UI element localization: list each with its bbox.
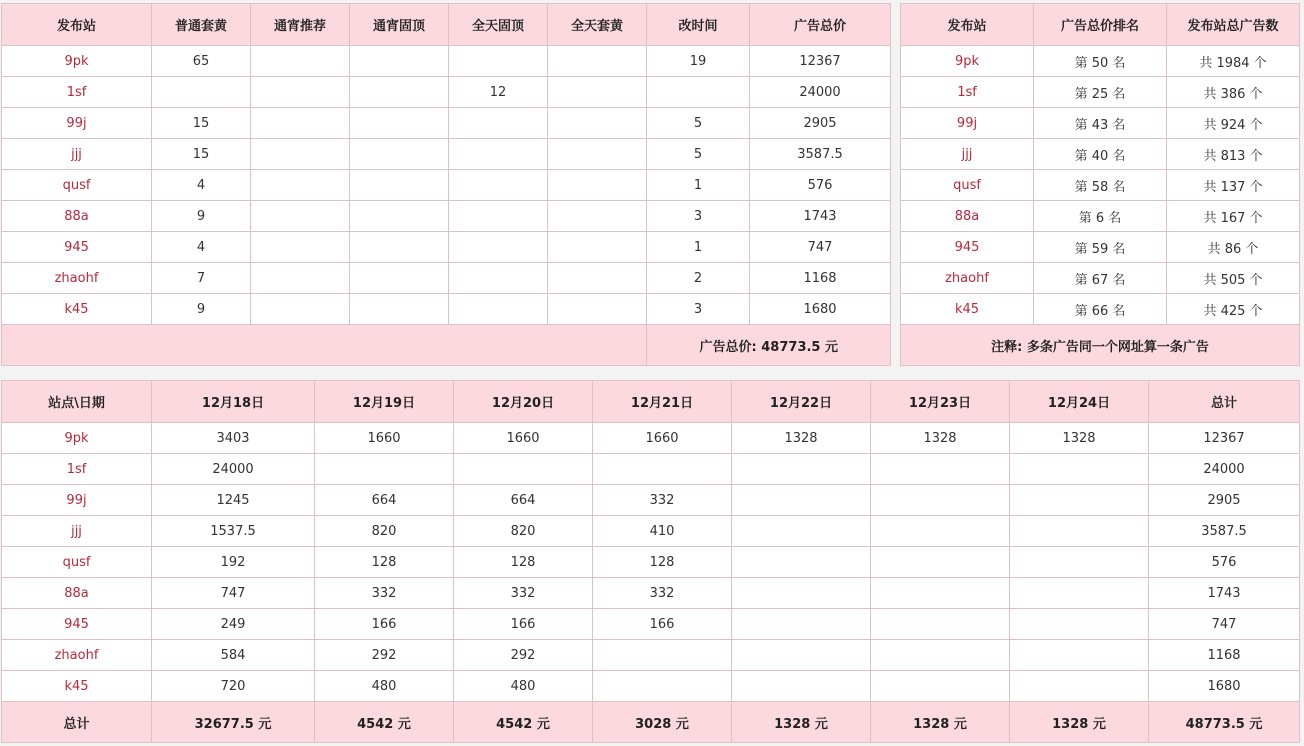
daily-value-cell [315, 454, 454, 485]
summary-value-cell: 12367 [750, 46, 891, 77]
summary-value-cell: 12 [449, 77, 548, 108]
summary-value-cell: 15 [152, 108, 251, 139]
ranking-value-cell: 共 386 个 [1167, 77, 1300, 108]
ranking-site-cell: zhaohf [901, 263, 1034, 294]
daily-value-cell: 128 [454, 547, 593, 578]
table-row [901, 170, 1300, 201]
summary-value-cell [548, 77, 647, 108]
daily-site-cell: 1sf [2, 454, 152, 485]
daily-value-cell [1010, 516, 1149, 547]
summary-value-cell [449, 232, 548, 263]
summary-value-cell: 576 [750, 170, 891, 201]
daily-site-cell: 945 [2, 609, 152, 640]
summary-header-cell: 全天固顶 [449, 4, 548, 46]
table-row [2, 640, 1300, 671]
daily-value-cell [871, 516, 1010, 547]
daily-value-cell: 480 [454, 671, 593, 702]
summary-value-cell [350, 139, 449, 170]
summary-value-cell: 3 [647, 201, 750, 232]
summary-site-cell: qusf [2, 170, 152, 201]
table-row [2, 46, 891, 77]
ranking-value-cell: 共 505 个 [1167, 263, 1300, 294]
daily-value-cell: 166 [315, 609, 454, 640]
daily-value-cell [1010, 671, 1149, 702]
table-row [2, 609, 1300, 640]
daily-total-cell: 4542 元 [315, 702, 454, 743]
table-row [2, 547, 1300, 578]
daily-value-cell [732, 671, 871, 702]
table-row [2, 671, 1300, 702]
summary-total-price: 广告总价: 48773.5 元 [647, 325, 891, 366]
daily-value-cell [1010, 454, 1149, 485]
daily-value-cell [593, 640, 732, 671]
daily-value-cell: 249 [152, 609, 315, 640]
ranking-value-cell: 共 425 个 [1167, 294, 1300, 325]
ranking-value-cell: 第 40 名 [1034, 139, 1167, 170]
daily-value-cell: 1660 [315, 423, 454, 454]
daily-header-cell: 12月18日 [152, 381, 315, 423]
ranking-header-row [901, 4, 1300, 46]
table-row [2, 139, 891, 170]
daily-value-cell [732, 454, 871, 485]
ranking-value-cell: 第 43 名 [1034, 108, 1167, 139]
daily-total-label: 总计 [2, 702, 152, 743]
daily-value-cell: 166 [593, 609, 732, 640]
daily-value-cell: 480 [315, 671, 454, 702]
daily-value-cell: 820 [454, 516, 593, 547]
ranking-header-cell: 广告总价排名 [1034, 4, 1167, 46]
daily-value-cell [593, 671, 732, 702]
daily-value-cell [871, 547, 1010, 578]
summary-value-cell [251, 170, 350, 201]
daily-value-cell: 576 [1149, 547, 1300, 578]
daily-site-cell: k45 [2, 671, 152, 702]
ranking-site-cell: 1sf [901, 77, 1034, 108]
daily-value-cell: 3403 [152, 423, 315, 454]
summary-value-cell: 3587.5 [750, 139, 891, 170]
summary-value-cell: 19 [647, 46, 750, 77]
daily-total-cell: 1328 元 [732, 702, 871, 743]
summary-header-cell: 通宵固顶 [350, 4, 449, 46]
table-row [901, 201, 1300, 232]
summary-value-cell: 9 [152, 294, 251, 325]
daily-site-cell: 88a [2, 578, 152, 609]
summary-header-cell: 发布站 [2, 4, 152, 46]
ranking-value-cell: 第 6 名 [1034, 201, 1167, 232]
summary-value-cell [152, 77, 251, 108]
daily-value-cell [871, 671, 1010, 702]
summary-value-cell: 65 [152, 46, 251, 77]
table-row [2, 454, 1300, 485]
ranking-header-cell: 发布站总广告数 [1167, 4, 1300, 46]
ranking-value-cell: 第 50 名 [1034, 46, 1167, 77]
daily-value-cell [1010, 640, 1149, 671]
summary-value-cell: 2 [647, 263, 750, 294]
table-row [2, 294, 891, 325]
summary-value-cell [449, 170, 548, 201]
daily-value-cell [732, 609, 871, 640]
summary-value-cell [548, 201, 647, 232]
summary-value-cell [548, 263, 647, 294]
summary-value-cell [548, 232, 647, 263]
daily-value-cell: 24000 [152, 454, 315, 485]
ranking-site-cell: qusf [901, 170, 1034, 201]
daily-value-cell: 12367 [1149, 423, 1300, 454]
daily-value-cell: 720 [152, 671, 315, 702]
daily-value-cell [732, 485, 871, 516]
ad-summary-table [1, 3, 891, 366]
ranking-value-cell: 共 813 个 [1167, 139, 1300, 170]
summary-value-cell: 5 [647, 139, 750, 170]
daily-value-cell: 332 [454, 578, 593, 609]
daily-value-cell: 2905 [1149, 485, 1300, 516]
summary-value-cell [350, 263, 449, 294]
daily-value-cell: 747 [152, 578, 315, 609]
table-row [901, 77, 1300, 108]
summary-value-cell [350, 294, 449, 325]
summary-value-cell [251, 294, 350, 325]
daily-value-cell [871, 485, 1010, 516]
table-row [901, 232, 1300, 263]
daily-header-cell: 12月20日 [454, 381, 593, 423]
daily-total-cell: 32677.5 元 [152, 702, 315, 743]
table-row [2, 423, 1300, 454]
daily-header-cell: 站点\日期 [2, 381, 152, 423]
summary-site-cell: 9pk [2, 46, 152, 77]
daily-header-cell: 12月24日 [1010, 381, 1149, 423]
ranking-note-row [901, 325, 1300, 366]
summary-value-cell [350, 201, 449, 232]
summary-value-cell: 5 [647, 108, 750, 139]
daily-value-cell: 332 [315, 578, 454, 609]
daily-value-cell: 664 [315, 485, 454, 516]
summary-value-cell [251, 108, 350, 139]
daily-value-cell: 1328 [732, 423, 871, 454]
ranking-site-cell: k45 [901, 294, 1034, 325]
summary-value-cell [251, 201, 350, 232]
daily-total-cell: 3028 元 [593, 702, 732, 743]
summary-total-row [2, 325, 891, 366]
summary-value-cell [449, 108, 548, 139]
summary-value-cell [350, 232, 449, 263]
daily-site-cell: 99j [2, 485, 152, 516]
summary-value-cell [449, 201, 548, 232]
summary-value-cell [350, 46, 449, 77]
daily-value-cell [871, 454, 1010, 485]
table-row [2, 77, 891, 108]
summary-value-cell [251, 46, 350, 77]
summary-value-cell: 4 [152, 170, 251, 201]
daily-value-cell: 128 [593, 547, 732, 578]
daily-header-cell: 总计 [1149, 381, 1300, 423]
ranking-value-cell: 共 167 个 [1167, 201, 1300, 232]
ranking-value-cell: 第 58 名 [1034, 170, 1167, 201]
summary-value-cell: 1168 [750, 263, 891, 294]
ranking-value-cell: 第 67 名 [1034, 263, 1167, 294]
daily-header-row [2, 381, 1300, 423]
ranking-value-cell: 共 86 个 [1167, 232, 1300, 263]
daily-value-cell: 128 [315, 547, 454, 578]
daily-value-cell: 1168 [1149, 640, 1300, 671]
summary-value-cell [251, 263, 350, 294]
summary-value-cell [251, 77, 350, 108]
daily-value-cell: 1660 [593, 423, 732, 454]
ranking-value-cell: 共 924 个 [1167, 108, 1300, 139]
ranking-value-cell: 第 59 名 [1034, 232, 1167, 263]
summary-total-spacer [2, 325, 647, 366]
daily-value-cell [732, 547, 871, 578]
summary-header-cell: 通宵推荐 [251, 4, 350, 46]
daily-site-cell: qusf [2, 547, 152, 578]
summary-value-cell [449, 139, 548, 170]
summary-site-cell: 945 [2, 232, 152, 263]
daily-total-cell: 4542 元 [454, 702, 593, 743]
ranking-site-cell: 945 [901, 232, 1034, 263]
daily-total-cell: 1328 元 [1010, 702, 1149, 743]
daily-value-cell: 192 [152, 547, 315, 578]
daily-value-cell [871, 640, 1010, 671]
summary-site-cell: 1sf [2, 77, 152, 108]
ranking-value-cell: 第 66 名 [1034, 294, 1167, 325]
table-row [901, 294, 1300, 325]
summary-value-cell [350, 170, 449, 201]
daily-value-cell: 747 [1149, 609, 1300, 640]
daily-value-cell: 332 [593, 578, 732, 609]
summary-value-cell: 1680 [750, 294, 891, 325]
table-row [901, 139, 1300, 170]
daily-value-cell: 332 [593, 485, 732, 516]
ranking-table [900, 3, 1300, 366]
summary-value-cell [449, 263, 548, 294]
daily-value-cell: 410 [593, 516, 732, 547]
ranking-note: 注释: 多条广告同一个网址算一条广告 [901, 325, 1300, 366]
table-row [2, 201, 891, 232]
summary-site-cell: 88a [2, 201, 152, 232]
daily-total-cell: 1328 元 [871, 702, 1010, 743]
daily-value-cell: 1245 [152, 485, 315, 516]
table-row [2, 516, 1300, 547]
daily-total-row [2, 702, 1300, 743]
summary-header-cell: 普通套黄 [152, 4, 251, 46]
summary-value-cell: 1743 [750, 201, 891, 232]
daily-site-cell: 9pk [2, 423, 152, 454]
summary-site-cell: 99j [2, 108, 152, 139]
daily-value-cell: 1680 [1149, 671, 1300, 702]
summary-site-cell: jjj [2, 139, 152, 170]
daily-value-cell: 1660 [454, 423, 593, 454]
daily-value-cell: 584 [152, 640, 315, 671]
daily-value-cell [1010, 578, 1149, 609]
daily-value-cell [732, 578, 871, 609]
summary-value-cell [449, 46, 548, 77]
daily-value-cell [871, 578, 1010, 609]
summary-value-cell [251, 232, 350, 263]
table-row [901, 263, 1300, 294]
summary-value-cell [647, 77, 750, 108]
table-row [901, 108, 1300, 139]
daily-value-cell [732, 516, 871, 547]
summary-value-cell: 747 [750, 232, 891, 263]
daily-value-cell: 292 [315, 640, 454, 671]
daily-value-cell: 1743 [1149, 578, 1300, 609]
summary-value-cell [548, 139, 647, 170]
daily-header-cell: 12月19日 [315, 381, 454, 423]
table-row [901, 46, 1300, 77]
daily-value-cell [1010, 485, 1149, 516]
summary-site-cell: zhaohf [2, 263, 152, 294]
daily-value-cell: 820 [315, 516, 454, 547]
daily-breakdown-table [1, 380, 1300, 743]
summary-header-cell: 改时间 [647, 4, 750, 46]
daily-header-cell: 12月21日 [593, 381, 732, 423]
summary-header-cell: 全天套黄 [548, 4, 647, 46]
daily-site-cell: jjj [2, 516, 152, 547]
summary-value-cell [449, 294, 548, 325]
daily-value-cell [1010, 609, 1149, 640]
daily-value-cell: 166 [454, 609, 593, 640]
ranking-value-cell: 共 1984 个 [1167, 46, 1300, 77]
ranking-value-cell: 共 137 个 [1167, 170, 1300, 201]
summary-value-cell [251, 139, 350, 170]
table-row [2, 108, 891, 139]
summary-value-cell: 2905 [750, 108, 891, 139]
ranking-site-cell: jjj [901, 139, 1034, 170]
ranking-site-cell: 99j [901, 108, 1034, 139]
table-row [2, 232, 891, 263]
summary-value-cell: 15 [152, 139, 251, 170]
daily-value-cell [454, 454, 593, 485]
daily-value-cell [593, 454, 732, 485]
daily-site-cell: zhaohf [2, 640, 152, 671]
summary-header-cell: 广告总价 [750, 4, 891, 46]
table-row [2, 263, 891, 294]
daily-value-cell: 664 [454, 485, 593, 516]
daily-value-cell: 1328 [1010, 423, 1149, 454]
summary-value-cell: 1 [647, 170, 750, 201]
ranking-value-cell: 第 25 名 [1034, 77, 1167, 108]
ranking-header-cell: 发布站 [901, 4, 1034, 46]
summary-value-cell [548, 108, 647, 139]
summary-value-cell: 24000 [750, 77, 891, 108]
ranking-site-cell: 88a [901, 201, 1034, 232]
daily-value-cell: 1537.5 [152, 516, 315, 547]
summary-value-cell: 1 [647, 232, 750, 263]
summary-value-cell: 3 [647, 294, 750, 325]
summary-value-cell [350, 77, 449, 108]
daily-header-cell: 12月22日 [732, 381, 871, 423]
summary-header-row [2, 4, 891, 46]
daily-value-cell: 3587.5 [1149, 516, 1300, 547]
daily-value-cell: 24000 [1149, 454, 1300, 485]
daily-value-cell [732, 640, 871, 671]
summary-value-cell [548, 294, 647, 325]
daily-value-cell [1010, 547, 1149, 578]
summary-site-cell: k45 [2, 294, 152, 325]
summary-value-cell [548, 46, 647, 77]
daily-value-cell [871, 609, 1010, 640]
daily-value-cell: 292 [454, 640, 593, 671]
table-row [2, 170, 891, 201]
summary-value-cell: 7 [152, 263, 251, 294]
ranking-site-cell: 9pk [901, 46, 1034, 77]
summary-value-cell [350, 108, 449, 139]
daily-value-cell: 1328 [871, 423, 1010, 454]
daily-total-cell: 48773.5 元 [1149, 702, 1300, 743]
summary-value-cell: 9 [152, 201, 251, 232]
summary-value-cell [548, 170, 647, 201]
summary-value-cell: 4 [152, 232, 251, 263]
table-row [2, 578, 1300, 609]
table-row [2, 485, 1300, 516]
daily-header-cell: 12月23日 [871, 381, 1010, 423]
